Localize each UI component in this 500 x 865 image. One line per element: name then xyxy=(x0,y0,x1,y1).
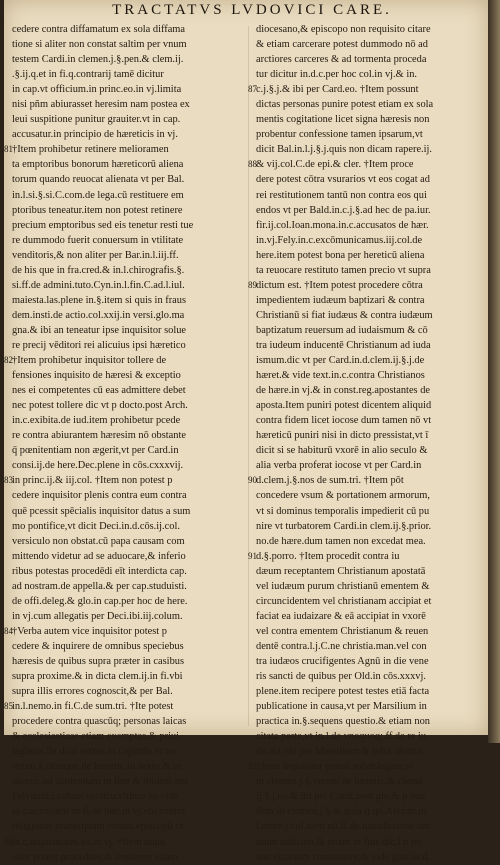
line-text: in cap.vt officium.in princ.eo.in vj.limita xyxy=(12,84,182,96)
text-line xyxy=(256,458,484,473)
text-line xyxy=(256,744,484,759)
text-line xyxy=(12,428,240,443)
text-line xyxy=(256,293,484,308)
line-text: fir.ij.col.Ioan.mona.in.c.accusatos de hær. xyxy=(256,219,429,231)
text-line: 91d.§.porro. †Item procedit contra iu xyxy=(248,550,400,562)
line-text: Felynum.i.colum.versicu.vltimo no.vide xyxy=(12,791,179,803)
line-text: d.clem.j.§.nos de sum.tri. †Item pōt xyxy=(256,475,404,487)
text-line xyxy=(256,729,484,744)
text-line xyxy=(256,624,484,639)
line-text: nisi pñm abiurasset heresim nam postea ex xyxy=(12,99,190,111)
line-text: dictum est. †Item potest procedere cōtra xyxy=(256,279,423,291)
right-text-column xyxy=(248,22,484,865)
line-text: hæreticū puniri nisi in dicto pressistat,vt ī xyxy=(256,430,429,442)
text-line xyxy=(12,218,240,233)
line-text: diocesano,& episcopo non requisito citare xyxy=(256,24,431,35)
text-line xyxy=(256,654,484,669)
line-text: versiculo non obstat.cū papa causam com xyxy=(12,535,185,547)
text-line xyxy=(12,67,240,82)
text-line xyxy=(256,203,484,218)
line-text: q̄ pœnitentiam non ægerit,vt per Card.in xyxy=(12,445,179,457)
line-text: dentē contra.l.j.C.ne christia.man.vel con xyxy=(256,640,427,652)
text-line xyxy=(12,368,240,383)
line-text: publicatione in causa,vt per Marsilium in xyxy=(256,701,427,713)
line-text: & etiam carcerare potest dummodo nō ad xyxy=(256,39,428,51)
text-line xyxy=(12,188,240,203)
line-text: in princ.ij.& iij.col. †Item non potest p xyxy=(12,475,173,487)
text-line: 85in.l.nemo.in fi.C.de sum.tri. †Ite potest xyxy=(4,701,174,713)
text-line xyxy=(256,112,484,127)
text-line xyxy=(256,774,484,789)
text-line xyxy=(12,22,240,37)
text-line xyxy=(12,534,240,549)
text-line xyxy=(12,52,240,67)
text-line: 90d.clem.j.§.nos de sum.tri. †Item pōt xyxy=(248,475,404,487)
line-text: Christianū si fiat iudæus & contra iudæum xyxy=(256,309,433,321)
line-text: dictas personas punire potest etiam ex sola xyxy=(256,99,434,111)
text-line xyxy=(12,443,240,458)
line-text: consi.ij.de here.Dec.plene in cōs.cxxxvij. xyxy=(12,460,184,472)
line-text: †Item inquisitor potest subdelegare,vt xyxy=(256,761,413,773)
text-line xyxy=(12,819,240,834)
text-line xyxy=(256,52,484,67)
text-line xyxy=(256,699,484,714)
line-text: quē pcessit spēcialis inquisitor datus a sum xyxy=(12,505,191,517)
line-text: & vij.col.C.de epi.& cler. †Item proce xyxy=(256,159,414,171)
text-line xyxy=(12,233,240,248)
text-line xyxy=(256,248,484,263)
line-text: †Item prohibetur retinere melioramen xyxy=(12,144,169,156)
text-line xyxy=(256,789,484,804)
text-line: 82†Item prohibetur inquisitor tollere de xyxy=(4,355,167,367)
text-line xyxy=(12,804,240,819)
line-text: cedere inquisitor plenis contra eum contra xyxy=(12,490,187,502)
line-text: baptizatum reuersum ad iudaismum & cō xyxy=(256,324,428,336)
line-text: maiesta.las.plene in.§.item si quis in fraus xyxy=(12,294,187,306)
line-text: endos vt per Bald.in.c.j.§.ad hec de pa.iur. xyxy=(256,204,431,216)
text-line xyxy=(12,609,240,624)
line-text: in.l.nemo.in fi.C.de sum.tri. †Ite potest xyxy=(12,701,174,713)
line-text: si.ff.de admini.tuto.Cyn.in.l.fin.C.ad.l.iul. xyxy=(12,279,185,291)
running-header: TRACTATVS LVDOVICI CARE. xyxy=(112,2,392,18)
text-line xyxy=(256,519,484,534)
line-text: c.j.§.j.& ibi per Card.eo. †Item possunt xyxy=(256,84,419,96)
line-text: †Verba autem vice inquisitor potest p xyxy=(12,625,167,637)
text-line xyxy=(256,368,484,383)
line-text: mentis cogitatione licet signa hæresis non xyxy=(256,114,430,126)
text-line xyxy=(256,383,484,398)
text-line xyxy=(256,338,484,353)
line-text: re precij vēditori rei alicuius ipsi hæretico xyxy=(12,339,186,351)
text-line xyxy=(12,263,240,278)
line-text: ta reuocare restituto tamen precio vt supra xyxy=(256,264,431,276)
text-line xyxy=(256,97,484,112)
text-line xyxy=(256,398,484,413)
line-text: dicit Bal.in.l.j.§.j.quis non dicam rapere.ij. xyxy=(256,144,433,156)
line-text: venditoris,& non aliter per Bar.in.l.iij.ff. xyxy=(12,249,179,261)
line-text: de hære.in vj.& in const.reg.apostantes de xyxy=(256,385,431,397)
line-text: ris sancti de quibus per Old.in cōs.xxxvj. xyxy=(256,671,426,683)
text-line xyxy=(12,308,240,323)
text-line xyxy=(256,127,484,142)
text-line xyxy=(256,534,484,549)
text-line xyxy=(12,458,240,473)
line-text: rei restitutionem tantū non contra eos qui xyxy=(256,189,427,201)
text-line xyxy=(12,112,240,127)
text-line: 83in princ.ij.& iij.col. †Item non potest p xyxy=(4,475,173,487)
text-line: 87c.j.§.j.& ibi per Card.eo. †Item possunt xyxy=(248,84,419,96)
left-text-column xyxy=(4,22,240,865)
text-line xyxy=(256,188,484,203)
text-line xyxy=(256,323,484,338)
line-text: in.l.si.§.si.C.com.de lega.cū restituere em xyxy=(12,189,184,201)
text-line xyxy=(12,744,240,759)
line-text: dicit si se habiturū vxorē in alio seculo & xyxy=(256,445,428,457)
text-line xyxy=(12,519,240,534)
line-text: l.more.j.col.item nō.ff.de iurisdictione om xyxy=(256,821,430,833)
line-text: arctiores carceres & ad tormenta proceda xyxy=(256,54,427,66)
line-text: cedere & inquirere de omnibus speciebus xyxy=(12,640,184,652)
line-text: & ecclesiasticas etiam exemptas,& priui xyxy=(12,731,180,743)
text-line xyxy=(12,157,240,172)
line-text: ad nostram.de appella.& per cap.studuisti. xyxy=(12,580,187,592)
text-line xyxy=(12,759,240,774)
line-text: dicata,vbi per Marsilium:& infra dicetur. xyxy=(256,746,426,758)
line-text: tra iudeum inducentē Christianum ad iuda xyxy=(256,339,431,351)
text-line xyxy=(256,579,484,594)
line-text: circuncidentem vel christianam accipiat et xyxy=(256,595,432,607)
text-line xyxy=(12,82,240,97)
line-text: contra fidem licet iocose dum tamen nō vt xyxy=(256,415,432,427)
line-text: ta emptoribus bonorum hæreticorū aliena xyxy=(12,159,184,171)
text-line xyxy=(12,338,240,353)
text-line xyxy=(256,218,484,233)
text-line xyxy=(12,549,240,564)
text-line xyxy=(256,669,484,684)
line-text: tra iudæos crucifigentes Agnū in die vene xyxy=(256,655,429,667)
line-text: ij.§.j.eo.& ibi per Cardi.post glo.& p eun xyxy=(256,791,426,803)
line-text: dem.insti.de actio.col.xxij.in versi.glo.ma xyxy=(12,309,185,321)
text-line xyxy=(12,850,240,865)
line-text: aposta.Item puniri potest dicentem aliquid xyxy=(256,400,432,412)
text-line xyxy=(12,37,240,52)
text-line xyxy=(256,142,484,157)
line-text: vt si dominus temporalis impedierit cū pu xyxy=(256,505,430,517)
line-text: testem Cardi.in clemen.j.§.pen.& clem.ij. xyxy=(12,54,184,66)
column-gutter xyxy=(248,26,249,726)
line-text: fensiones inquisito de hæresi & exceptio xyxy=(12,370,181,382)
text-line xyxy=(12,789,240,804)
line-text: cedere contra diffamatum ex sola diffama xyxy=(12,24,186,35)
text-line xyxy=(12,383,240,398)
line-text: faciat ea iudaizare & eā accipiat in vxorē xyxy=(256,610,426,622)
line-text: procedere contra quascūq; personas laicas xyxy=(12,716,187,728)
line-text: torum quando reuocat alienata vt per Bal. xyxy=(12,174,185,186)
line-text: dem in clemen.j.§.& quia.ij.qo.Alexan.in xyxy=(256,806,427,818)
line-text: test vicarium constituere,& vide glos.in.d. xyxy=(256,851,431,863)
line-text: nium iudicum,& etiam in fine.dic.l.p po xyxy=(256,836,422,848)
line-text: nes ei competentes cū eas admittere debet xyxy=(12,385,186,397)
line-text: ismum.dic vt per Card.in.d.clem.ij.§.j.de xyxy=(256,355,425,367)
line-text: re contra abiurantem hæresim nō obstante xyxy=(12,430,186,442)
text-line xyxy=(12,323,240,338)
line-text: .§.ij.q.et in fi.q.contrarij tamē dicitur xyxy=(12,69,164,81)
text-line xyxy=(256,172,484,187)
text-line xyxy=(12,639,240,654)
line-text: mo pontifice,vt dicit Deci.in.d.cōs.ij.col. xyxy=(12,520,180,532)
line-text: mittendo videtur ad se aduocare,& inferio xyxy=(12,550,186,562)
line-text: de his que in fra.cred.& in.l.chirografis.§. xyxy=(12,264,185,276)
line-text: tur dicitur in.d.c.per hoc col.in vj.& in. xyxy=(256,69,418,81)
text-line xyxy=(12,203,240,218)
book-fore-edge xyxy=(488,0,500,743)
text-line xyxy=(256,67,484,82)
text-line xyxy=(12,127,240,142)
line-text: ptoribus teneatur.item non potest retinere xyxy=(12,204,183,216)
text-line: 92†Item inquisitor potest subdelegare,vt xyxy=(248,761,413,773)
line-text: dæum receptantem Christianum apostatā xyxy=(256,565,426,577)
line-text: citata parte,vt in.l.de vnoquoq;.ff.de re iu. xyxy=(256,731,429,743)
line-text: probentur confessione tamen ipsarum,vt xyxy=(256,129,423,141)
text-line xyxy=(256,639,484,654)
text-line xyxy=(256,263,484,278)
text-line xyxy=(12,774,240,789)
line-text: re dummodo fuerit conuersum in vtilitate xyxy=(12,234,184,246)
line-text: legiatas,ita dicit textus in capitulo vt no xyxy=(12,746,176,758)
line-text: vel contra ementem Christianum & reuen xyxy=(256,625,429,637)
text-line: 81†Item prohibetur retinere melioramen xyxy=(4,144,169,156)
line-text: practica in.§.sequens questio.& etiam non xyxy=(256,716,430,728)
text-line xyxy=(256,504,484,519)
line-text: in vj.cum allegatis per Deci.ibi.iij.colum. xyxy=(12,610,183,622)
text-line: 84†Verba autem vice inquisitor potest p xyxy=(4,625,167,637)
text-line xyxy=(256,714,484,729)
line-text: in clemen.j.§.verum de hæretic.& clemē. xyxy=(256,776,426,788)
line-text: supra illis errores cognoscit,& per Bal. xyxy=(12,686,173,698)
line-text: impedientem iudæum baptizari & contra xyxy=(256,294,425,306)
text-line xyxy=(256,850,484,865)
text-line xyxy=(256,443,484,458)
text-line xyxy=(12,729,240,744)
text-line xyxy=(12,248,240,263)
text-line xyxy=(12,413,240,428)
line-text: hæret.& vide text.in.c.contra Christianos xyxy=(256,370,425,382)
line-text: de offi.deleg.& glo.in cap.per hoc de here. xyxy=(12,595,188,607)
text-line xyxy=(256,804,484,819)
line-text: ribus potestas procedēdi eīt interdicta cap. xyxy=(12,565,187,577)
line-text: in.vj.Fely.in.c.excōmunicamus.iij.col.de xyxy=(256,234,423,246)
line-text: precium emptoribus sed eis tenetur resti tue xyxy=(12,219,194,231)
line-text: †Item prohibetur inquisitor tollere de xyxy=(12,355,167,367)
line-text: in.c.accusatus in fi.de hær.in vj.vbi contra xyxy=(12,806,186,818)
book-page xyxy=(4,0,488,863)
line-text: supra proxime.& in dicta clem.ij.in fi.vbi xyxy=(12,671,183,683)
text-line xyxy=(256,609,484,624)
line-text: tione si aliter non constat saltim per vnum xyxy=(12,39,187,51)
text-line xyxy=(12,398,240,413)
line-text: plene.item recipere potest testes etiā facta xyxy=(256,686,430,698)
text-line xyxy=(256,233,484,248)
text-line xyxy=(256,428,484,443)
text-line xyxy=(256,564,484,579)
text-line xyxy=(12,278,240,293)
line-text: in.c.exibita.de iud.item prohibetur pcede xyxy=(12,415,181,427)
line-text: concedere vsum & portationem armorum, xyxy=(256,490,430,502)
text-line xyxy=(12,293,240,308)
text-line xyxy=(12,654,240,669)
text-line xyxy=(12,488,240,503)
text-line xyxy=(256,835,484,850)
line-text: nec potest tollere dic vt p docto.post Arch. xyxy=(12,400,188,412)
text-line xyxy=(256,22,484,37)
text-line xyxy=(256,488,484,503)
text-line xyxy=(12,669,240,684)
line-text: no.de hære.dum tamen non excedat mea. xyxy=(256,535,426,547)
text-line xyxy=(12,714,240,729)
line-text: strum.§.denique de hæretic.in sexto & in xyxy=(12,761,182,773)
text-line xyxy=(256,413,484,428)
text-line xyxy=(12,684,240,699)
line-text: d.§.porro. †Item procedit contra iu xyxy=(256,550,400,562)
text-line xyxy=(256,308,484,323)
text-line xyxy=(256,684,484,699)
line-text: here.item potest bona per hereticū aliena xyxy=(256,249,425,261)
text-line: 88& vij.col.C.de epi.& cler. †Item proce xyxy=(248,159,414,171)
text-line xyxy=(256,37,484,52)
text-line xyxy=(12,504,240,519)
text-line: 89dictum est. †Item potest procedere cōtra xyxy=(248,279,423,291)
text-line xyxy=(12,579,240,594)
line-text: dere potest cōtra vsurarios vt eos cogat ad xyxy=(256,174,430,186)
line-text: dicto.c.ad abolendam in fine & ibidem per xyxy=(12,776,189,788)
text-line: 86in.c.inquisitores.eo.in vj. †Item inqui xyxy=(4,836,166,848)
text-line xyxy=(256,594,484,609)
text-line xyxy=(12,172,240,187)
line-text: accusatur.in principio de hæreticis in vj. xyxy=(12,129,178,141)
line-text: leui suspitione punitur grauiter.vt in cap. xyxy=(12,114,181,126)
line-text: sitor potest procedere,& inquirere etiam xyxy=(12,851,178,863)
text-line xyxy=(12,97,240,112)
text-line xyxy=(256,353,484,368)
line-text: in.c.inquisitores.eo.in vj. †Item inqui xyxy=(12,836,166,848)
line-text: gna.& ibi an teneatur ipse inquisitor solue xyxy=(12,324,187,336)
line-text: alia verba proferat iocose vt per Card.in xyxy=(256,460,422,472)
line-text: hæresis de quibus supra præter in casibus xyxy=(12,655,184,667)
line-text: nire vt turbatorem Cardi.in clem.ij.§.prior. xyxy=(256,520,432,532)
text-line xyxy=(12,564,240,579)
text-line xyxy=(256,819,484,834)
line-text: vel iudæum purum christianū ementem & xyxy=(256,580,430,592)
line-text: religiosos præterquam contra episcopū vt xyxy=(12,821,184,833)
text-line xyxy=(12,594,240,609)
